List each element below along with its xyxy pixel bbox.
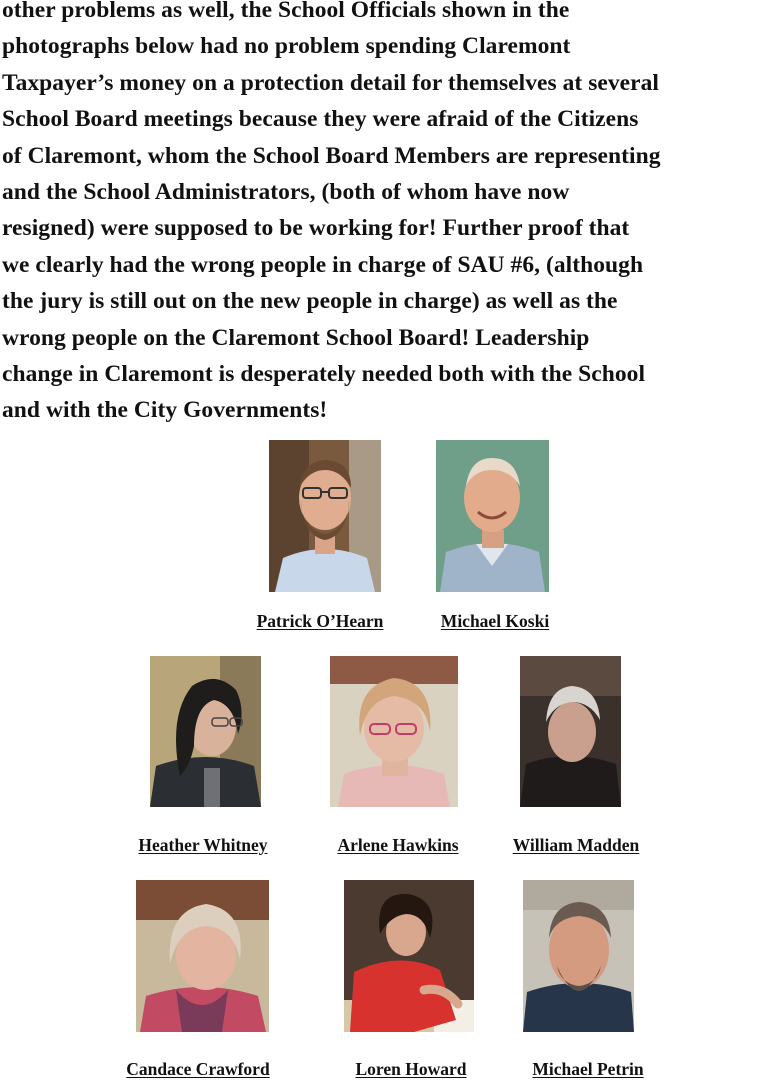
photo-michael-petrin bbox=[523, 880, 634, 1032]
photo-arlene-hawkins bbox=[330, 656, 458, 807]
text-line: and the School Administrators, (both of whom have now bbox=[2, 179, 570, 206]
text-line: of Claremont, whom the School Board Members are representing bbox=[2, 142, 661, 169]
photo-patrick-ohearn bbox=[269, 440, 381, 592]
text-line: photographs below had no problem spending Claremont bbox=[2, 33, 571, 60]
photo-loren-howard bbox=[344, 880, 474, 1032]
caption-michael-petrin: Michael Petrin bbox=[532, 1059, 644, 1079]
photo-william-madden bbox=[520, 656, 621, 807]
text-line: School Board meetings because they were afraid of the Citizens bbox=[2, 106, 639, 133]
text-line: and with the City Governments! bbox=[2, 397, 328, 424]
photo-heather-whitney bbox=[150, 656, 261, 807]
caption-patrick-ohearn: Patrick O’Hearn bbox=[256, 611, 384, 631]
text-line: the jury is still out on the new people in charge) as well as the bbox=[2, 288, 618, 315]
photo-michael-koski bbox=[436, 440, 549, 592]
text-line: we clearly had the wrong people in charge of SAU #6, (although bbox=[2, 251, 644, 278]
caption-michael-koski: Michael Koski bbox=[440, 611, 550, 631]
caption-heather-whitney: Heather Whitney bbox=[138, 835, 268, 855]
caption-william-madden: William Madden bbox=[512, 835, 640, 855]
text-line: wrong people on the Claremont School Board! Leadership bbox=[2, 324, 590, 351]
text-line: change in Claremont is desperately needed both with the School bbox=[2, 361, 646, 388]
caption-candace-crawford: Candace Crawford bbox=[126, 1059, 270, 1079]
text-line: resigned) were supposed to be working for! Further proof that bbox=[2, 215, 630, 242]
article-paragraph bbox=[2, 0, 763, 429]
text-line: other problems as well, the School Officials shown in the bbox=[2, 0, 570, 23]
caption-loren-howard: Loren Howard bbox=[355, 1059, 467, 1079]
caption-arlene-hawkins: Arlene Hawkins bbox=[337, 835, 459, 855]
photo-candace-crawford bbox=[136, 880, 269, 1032]
text-line: Taxpayer’s money on a protection detail for themselves at several bbox=[2, 69, 660, 96]
